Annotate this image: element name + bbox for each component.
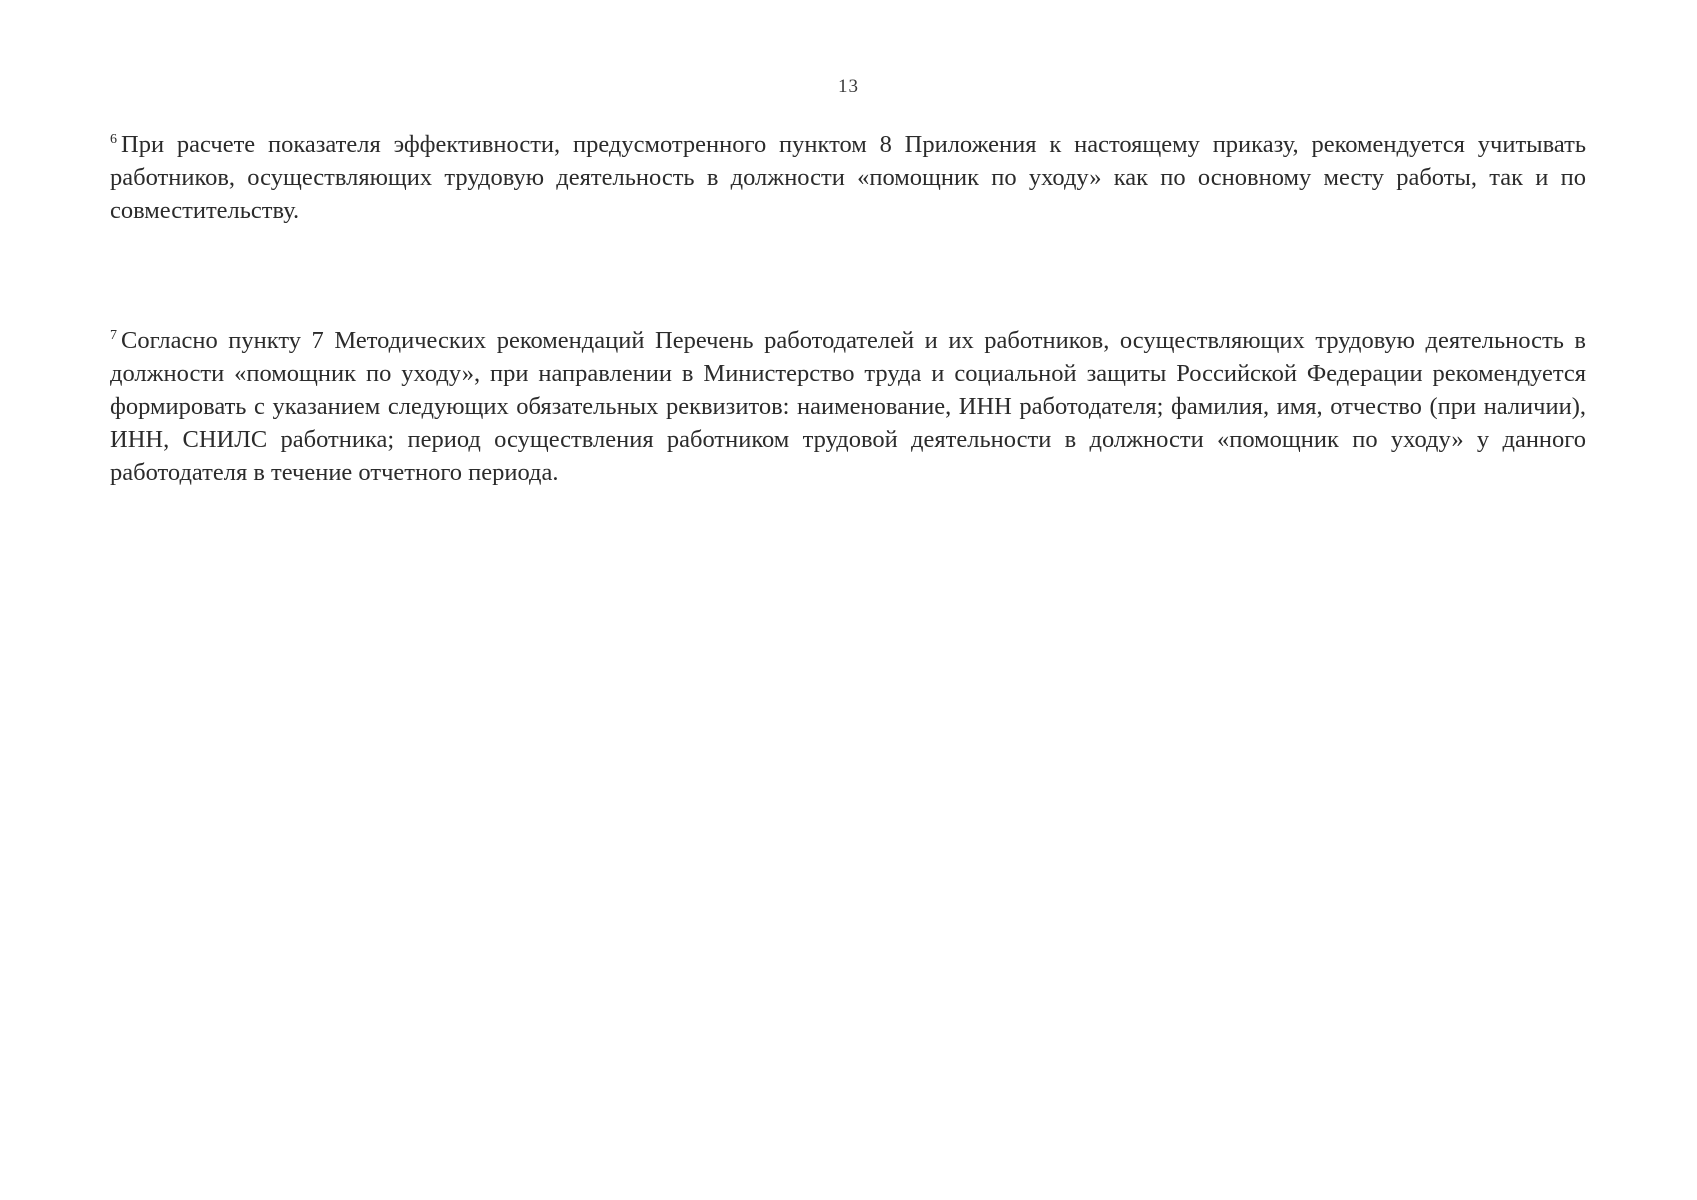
footnote-marker: 7: [110, 327, 117, 343]
footnote-text: При расчете показателя эффективности, предусмотренного пунктом 8 Приложения к настоящему приказу, рекомендуется учитывать работников, осуществляющих трудовую деятельность в должности «помощник по уходу» как по основному месту работы, так и по совместительству.: [110, 131, 1586, 224]
footnote-7: [110, 324, 1586, 489]
footnote-marker: 6: [110, 131, 117, 147]
footnote-6: [110, 128, 1586, 227]
page-number: 13: [838, 76, 859, 97]
footnote-text: Согласно пункту 7 Методических рекомендаций Перечень работодателей и их работников, осуществляющих трудовую деятельность в должности «помощник по уходу», при направлении в Министерство труда и социальной защиты Российской Федерации рекомендуется формировать с указанием следующих обязательных реквизитов: наименование, ИНН работодателя; фамилия, имя, отчество (при наличии), ИНН, СНИЛС работника; период осуществления работником трудовой деятельности в должности «помощник по уходу» у данного работодателя в течение отчетного периода.: [110, 327, 1586, 486]
